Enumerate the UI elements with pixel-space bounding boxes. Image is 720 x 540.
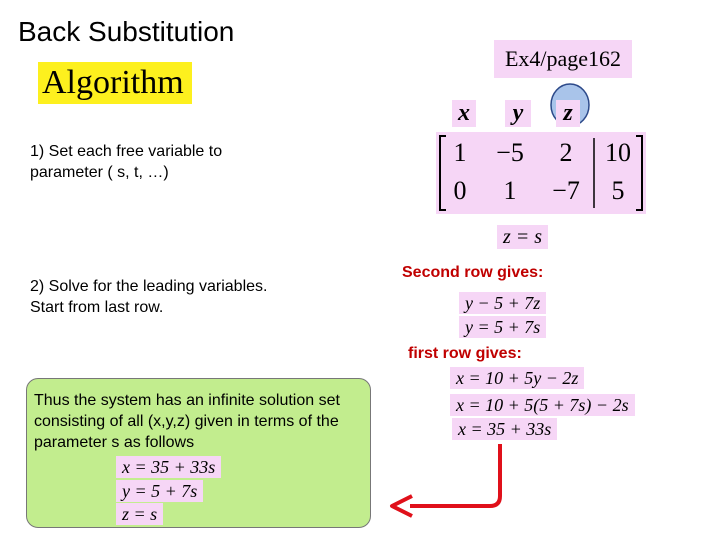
variable-z: z [556,100,580,127]
z-equation: z = s [497,225,548,249]
second-row-eq-2: y = 5 + 7s [459,316,546,338]
page-title: Back Substitution [18,16,235,47]
matrix-cell: 1 [453,138,467,167]
second-row-header: Second row gives: [402,264,544,281]
matrix-cell: 10 [605,138,631,167]
variable-y: y [505,100,531,127]
example-reference: Ex4/page162 [494,40,632,78]
arrow-icon [380,438,520,520]
solution-z: z = s [116,503,163,525]
variable-x: x [452,100,476,127]
matrix-cell: 0 [453,176,467,205]
matrix-cell: 1 [503,176,517,205]
matrix-cell: 2 [559,138,573,167]
step-1-line-2: parameter ( s, t, …) [30,164,169,181]
matrix-cell: −7 [552,176,580,205]
first-row-eq-2: x = 10 + 5(5 + 7s) − 2s [450,394,635,416]
step-1-line-1: 1) Set each free variable to [30,143,223,160]
augmented-matrix [436,132,646,214]
matrix-cell: −5 [496,138,524,167]
first-row-eq-1: x = 10 + 5y − 2z [450,367,584,389]
step-2-line-1: 2) Solve for the leading variables. [30,278,268,295]
step-2-line-2: Start from last row. [30,299,164,316]
first-row-header: first row gives: [408,345,522,362]
second-row-eq-1: y − 5 + 7z [459,292,546,314]
matrix-cell: 5 [611,176,625,205]
solution-y: y = 5 + 7s [116,480,203,502]
solution-x: x = 35 + 33s [116,456,221,478]
algorithm-label: Algorithm [38,62,192,104]
conclusion-text: Thus the system has an infinite solution set consisting of all (x,y,z) given in terms of the parameter s as follows [34,392,340,451]
first-row-eq-3: x = 35 + 33s [452,418,557,440]
